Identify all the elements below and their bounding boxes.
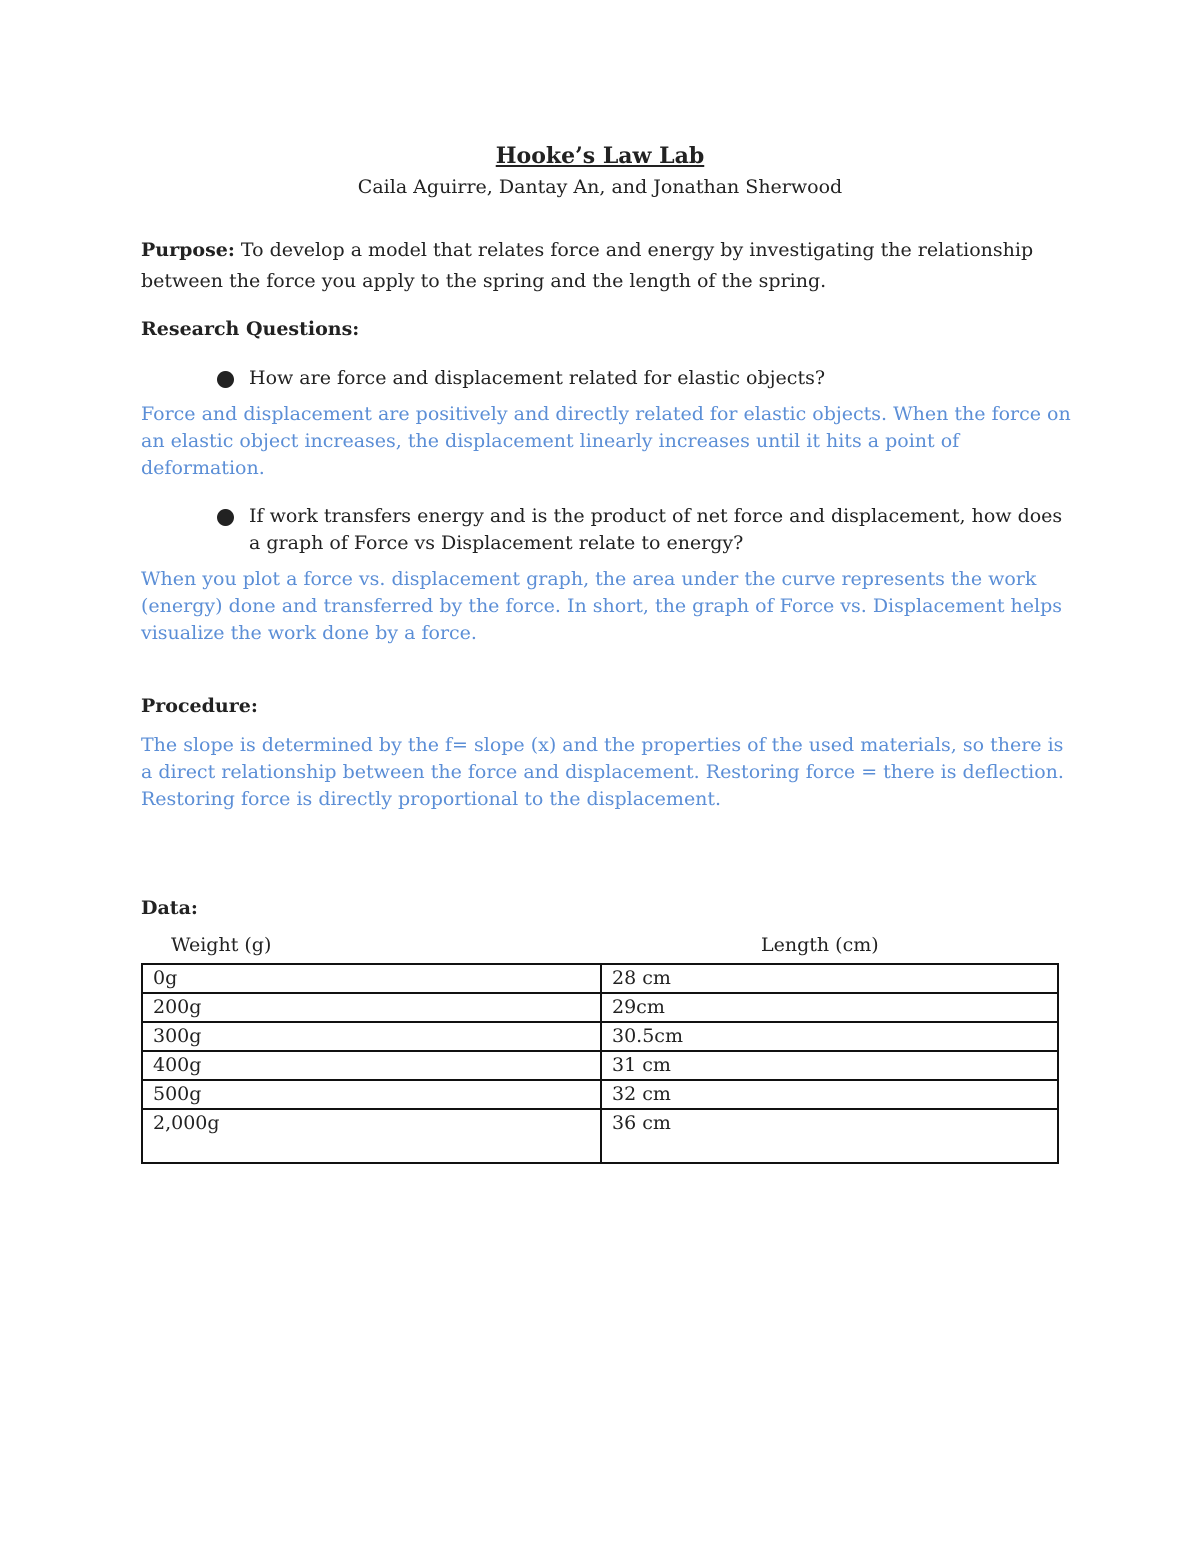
table-row	[142, 1022, 1058, 1051]
data-table	[141, 963, 1059, 1164]
table-cell-weight: 0g	[142, 964, 601, 993]
bullet-icon	[217, 371, 234, 388]
column-header-weight: Weight (g)	[171, 934, 272, 956]
procedure-heading: Procedure:	[141, 695, 258, 717]
table-cell-length: 32 cm	[601, 1080, 1058, 1109]
table-row	[142, 1109, 1058, 1163]
table-cell-weight: 400g	[142, 1051, 601, 1080]
document-title: Hooke’s Law Lab	[495, 143, 705, 169]
table-cell-length: 36 cm	[601, 1109, 1058, 1163]
table-cell-weight: 500g	[142, 1080, 601, 1109]
table-row	[142, 1080, 1058, 1109]
table-cell-length: 31 cm	[601, 1051, 1058, 1080]
research-answer-2: When you plot a force vs. displacement graph, the area under the curve represents the work (energy) done and transferred by the force. In short, the graph of Force vs. Displacement helps visualize the work done by a force.	[141, 568, 1062, 644]
table-row	[142, 1051, 1058, 1080]
table-row	[142, 993, 1058, 1022]
column-header-length: Length (cm)	[761, 934, 879, 956]
table-cell-length: 28 cm	[601, 964, 1058, 993]
table-cell-length: 30.5cm	[601, 1022, 1058, 1051]
research-question-1: How are force and displacement related for elastic objects?	[249, 367, 826, 389]
procedure-text: The slope is determined by the f= slope (x) and the properties of the used materials, so there is a direct relationship between the force and displacement. Restoring force = there is deflection. Restoring force is directly proportional to the displacement.	[141, 734, 1064, 810]
table-cell-weight: 300g	[142, 1022, 601, 1051]
table-cell-weight: 2,000g	[142, 1109, 601, 1163]
table-cell-weight: 200g	[142, 993, 601, 1022]
research-questions-heading: Research Questions:	[141, 318, 360, 340]
table-row	[142, 964, 1058, 993]
purpose-label: Purpose:	[141, 239, 235, 261]
purpose-text: To develop a model that relates force and energy by investigating the relationship between the force you apply to the spring and the length of the spring.	[141, 239, 1034, 292]
data-heading: Data:	[141, 897, 198, 919]
table-cell-length: 29cm	[601, 993, 1058, 1022]
bullet-icon	[217, 509, 234, 526]
research-question-2: If work transfers energy and is the product of net force and displacement, how does a graph of Force vs Displacement relate to energy?	[249, 505, 1063, 554]
document-authors: Caila Aguirre, Dantay An, and Jonathan Sherwood	[357, 176, 843, 198]
research-answer-1: Force and displacement are positively and directly related for elastic objects. When the force on an elastic object increases, the displacement linearly increases until it hits a point of deformation.	[141, 403, 1071, 479]
purpose-paragraph	[141, 235, 1061, 297]
